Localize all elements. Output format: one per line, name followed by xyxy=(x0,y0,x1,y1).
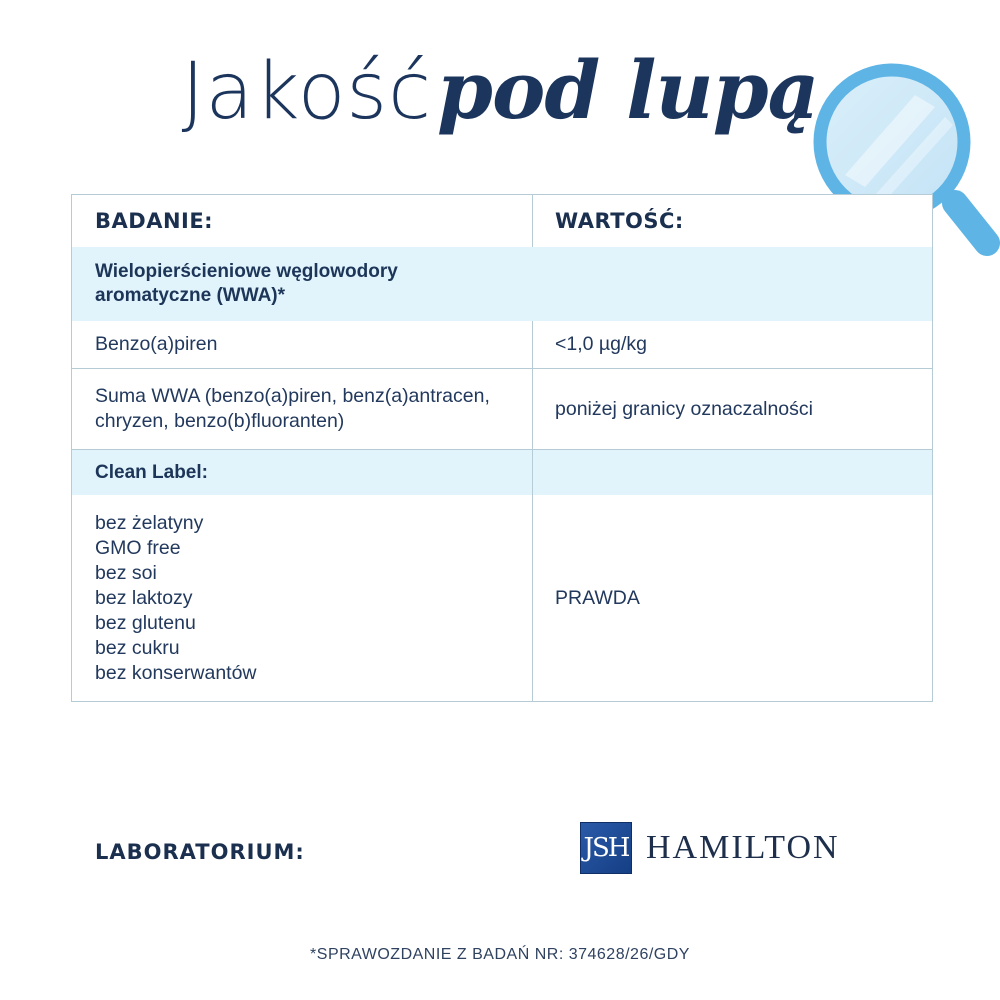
section-wwa-line1: Wielopierścieniowe węglowodory xyxy=(95,261,398,282)
list-item: bez laktozy xyxy=(95,586,193,609)
hamilton-logo xyxy=(580,822,840,874)
section-clean-row xyxy=(72,450,932,495)
list-item: bez soi xyxy=(95,561,157,584)
section-clean-empty xyxy=(532,450,932,495)
section-wwa-label xyxy=(72,247,932,321)
footnote: *SPRAWOZDANIE Z BADAŃ NR: 374628/26/GDY xyxy=(310,946,690,963)
title-part2: pod lupą xyxy=(437,43,819,137)
list-item: GMO free xyxy=(95,536,181,559)
row-benzo-name: Benzo(a)piren xyxy=(95,333,218,355)
divider xyxy=(72,368,932,369)
table-row xyxy=(72,495,932,701)
divider xyxy=(72,449,932,450)
section-wwa-row xyxy=(72,247,932,321)
title-part1: Jakość xyxy=(181,47,432,137)
row-clean-list xyxy=(72,495,532,701)
results-table xyxy=(71,194,933,702)
table-row xyxy=(72,369,932,449)
list-item: bez żelatyny xyxy=(95,511,204,534)
row-benzo-value: <1,0 µg/kg xyxy=(555,333,648,355)
table-header-row xyxy=(72,195,932,247)
divider xyxy=(532,450,533,701)
header-badanie: BADANIE: xyxy=(95,209,214,233)
logo-name: HAMILTON xyxy=(646,829,840,866)
row-suma-name-line2: chryzen, benzo(b)fluoranten) xyxy=(95,410,345,432)
section-wwa-line2: aromatyczne (WWA)* xyxy=(95,285,286,306)
section-clean-label: Clean Label: xyxy=(95,461,208,483)
row-suma-name xyxy=(72,369,532,449)
table-row xyxy=(72,321,932,368)
row-suma-name-line1: Suma WWA (benzo(a)piren, benz(a)antracen, xyxy=(95,385,490,407)
divider xyxy=(532,321,533,450)
divider xyxy=(532,195,533,247)
row-clean-value: PRAWDA xyxy=(555,586,640,609)
header-wartosc: WARTOŚĆ: xyxy=(555,209,684,233)
logo-mark: JSH xyxy=(580,822,632,874)
list-item: bez glutenu xyxy=(95,611,196,634)
list-item: bez konserwantów xyxy=(95,661,257,684)
list-item: bez cukru xyxy=(95,636,180,659)
laboratory-label: LABORATORIUM: xyxy=(95,840,305,864)
row-suma-value: poniżej granicy oznaczalności xyxy=(555,397,813,420)
